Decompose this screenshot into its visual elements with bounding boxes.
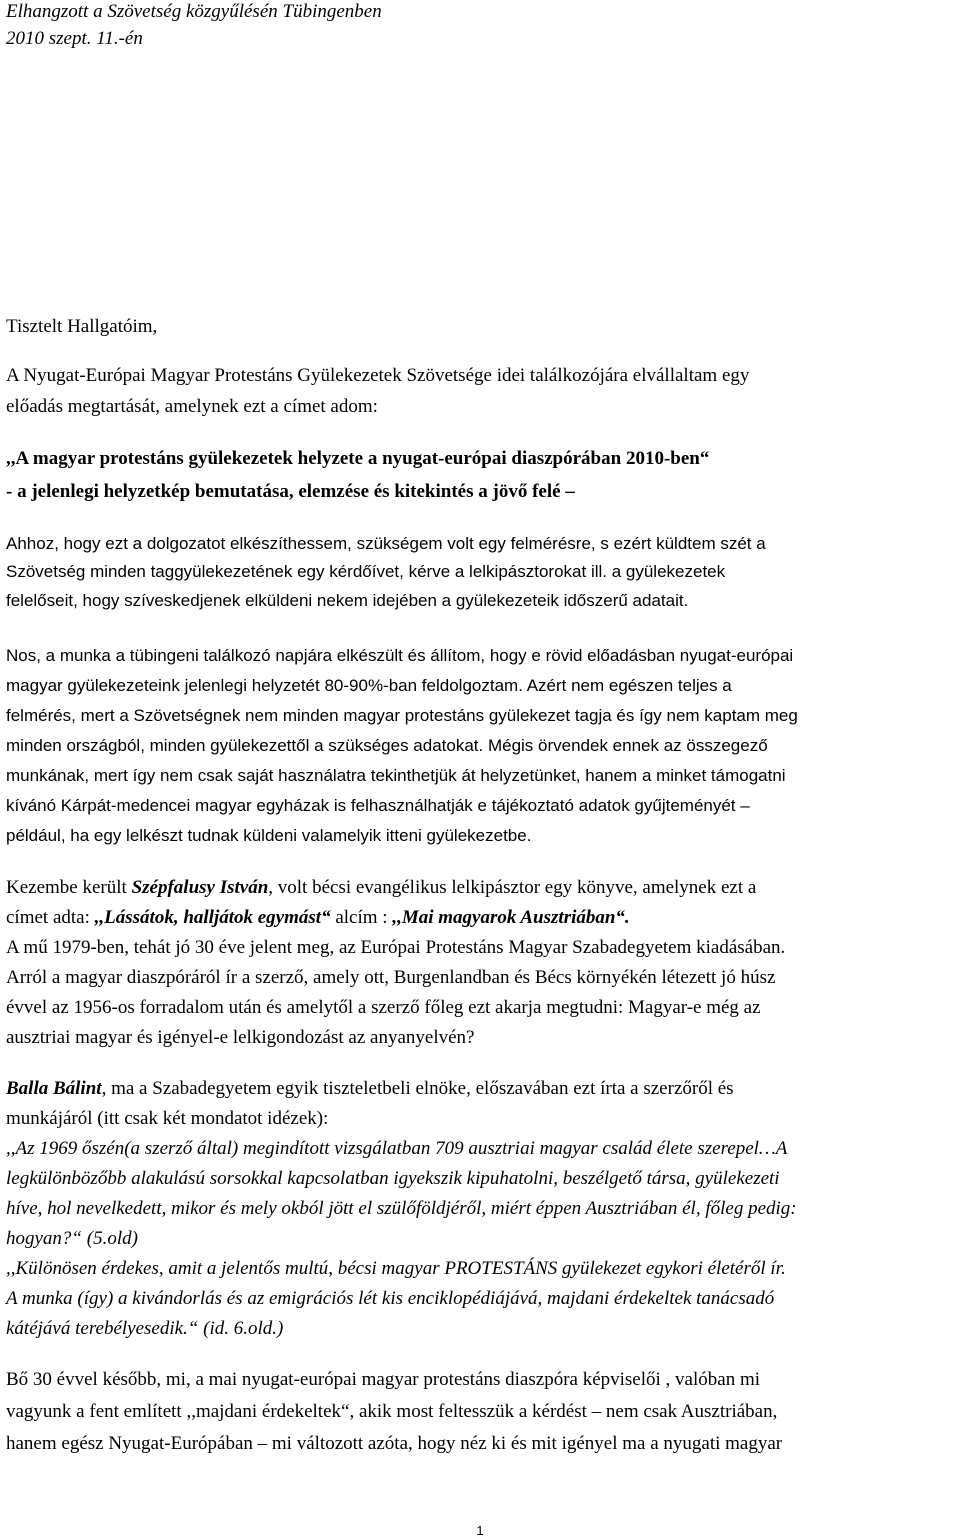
- quote-line-6: A munka (így) a kivándorlás és az emigrációs lét kis enciklopédiájává, majdani érdekeltek tanácsadó: [6, 1288, 775, 1309]
- para3-line-4: Arról a magyar diaszpóráról ír a szerző, amely ott, Burgenlandban és Bécs környékén létezett jó húsz: [6, 967, 776, 988]
- header-line-2: 2010 szept. 11.-én: [6, 28, 143, 49]
- para3-line-3: A mű 1979-ben, tehát jó 30 éve jelent meg, az Európai Protestáns Magyar Szabadegyetem kiadásában.: [6, 937, 786, 958]
- para3-text: Kezembe került: [6, 877, 132, 898]
- quote-line-3: híve, hol nevelkedett, mikor és mely okból jött el szülőföldjéről, miért éppen Ausztriában él, főleg pedig:: [6, 1198, 797, 1219]
- page-number: 1: [476, 1523, 484, 1538]
- quote-line-5: ,,Különösen érdekes, amit a jelentős multú, bécsi magyar PROTESTÁNS gyülekezet egykori életéről ír.: [6, 1258, 786, 1279]
- para5-line-1: Bő 30 évvel később, mi, a mai nyugat-európai magyar protestáns diaszpóra képviselői , valóban mi: [6, 1369, 760, 1390]
- para5-line-3: hanem egész Nyugat-Európában – mi változott azóta, hogy néz ki és mit igényel ma a nyugati magyar: [6, 1433, 783, 1454]
- author-name: Szépfalusy István: [131, 877, 269, 898]
- para3-line-6: ausztriai magyar és igényel-e lelkigondozást az anyanyelvén?: [6, 1027, 475, 1048]
- para1-line-3: felelőseit, hogy szíveskedjenek elküldeni nekem idejében a gyülekezeteik időszerű adatait.: [6, 591, 689, 610]
- book-subtitle: ,,Mai magyarok Ausztriában“.: [392, 907, 630, 928]
- para2-line-7: például, ha egy lelkészt tudnak küldeni valamelyik itteni gyülekezetbe.: [6, 826, 532, 845]
- quote-line-2: legkülönbözőbb alakulású sorsokkal kapcsolatban igyekszik kipuhatolni, beszélgető társa, gyülekezeti: [6, 1168, 780, 1189]
- para4-line-1: [6, 1079, 734, 1098]
- para1-line-1: Ahhoz, hogy ezt a dolgozatot elkészíthessem, szükségem volt egy felmérésre, s ezért küldtem szét a: [6, 534, 766, 553]
- para2-line-5: munkának, mert így nem csak saját használatra tekinthetjük át helyzetünket, hanem a minket támogatni: [6, 766, 786, 785]
- header-line-1: Elhangzott a Szövetség közgyűlésén Tübingenben: [6, 1, 382, 22]
- quote-line-1: ,,Az 1969 őszén(a szerző által) megindított vizsgálatban 709 ausztriai magyar család élete szerepel…A: [6, 1138, 788, 1159]
- para2-line-6: kívánó Kárpát-medencei magyar egyházak is felhasználhatják e tájékoztató adatok gyűjteményét –: [6, 796, 750, 815]
- para3-line-2: [6, 908, 630, 927]
- para2-line-4: minden országból, minden gyülekezettől a szükséges adatokat. Mégis örvendek ennek az összegező: [6, 736, 768, 755]
- salutation: Tisztelt Hallgatóim,: [6, 316, 158, 337]
- intro-line-1: A Nyugat-Európai Magyar Protestáns Gyülekezetek Szövetsége idei találkozójára elvállaltam egy: [6, 365, 750, 386]
- para4-line-2: munkájáról (itt csak két mondatot idézek):: [6, 1108, 329, 1129]
- para2-line-3: felmérés, mert a Szövetségnek nem minden magyar protestáns gyülekezet tagja és így nem kaptam meg: [6, 706, 798, 725]
- preface-author: Balla Bálint: [6, 1078, 102, 1099]
- talk-title-line-2: - a jelenlegi helyzetkép bemutatása, elemzése és kitekintés a jövő felé –: [6, 481, 575, 502]
- para2-line-2: magyar gyülekezeteink jelenlegi helyzetét 80-90%-ban feldolgoztam. Azért nem egészen teljes a: [6, 676, 732, 695]
- para1-line-2: Szövetség minden taggyülekezetének egy kérdőívet, kérve a lelkipásztorokat ill. a gyülekezetek: [6, 562, 726, 581]
- para3-line-5: évvel az 1956-os forradalom után és amelytől a szerző főleg ezt akarja megtudni: Magyar-e még az: [6, 997, 761, 1018]
- para3-text: alcím :: [330, 907, 393, 928]
- para3-text: címet adta:: [6, 907, 95, 928]
- para5-line-2: vagyunk a fent említett ,,majdani érdekeltek“, akik most feltesszük a kérdést – nem csak Ausztriában,: [6, 1401, 778, 1422]
- talk-title-line-1: ,,A magyar protestáns gyülekezetek helyzete a nyugat-európai diaszpórában 2010-ben“: [6, 448, 710, 469]
- para3-text: , volt bécsi evangélikus lelkipásztor egy könyve, amelynek ezt a: [268, 877, 757, 898]
- para4-text: , ma a Szabadegyetem egyik tiszteletbeli elnöke, előszavában ezt írta a szerzőről és: [101, 1078, 734, 1099]
- quote-line-7: kátéjává terebélyesedik.“ (id. 6.old.): [6, 1318, 284, 1339]
- para2-line-1: Nos, a munka a tübingeni találkozó napjára elkészült és állítom, hogy e rövid előadásban nyugat-európai: [6, 646, 794, 665]
- book-title: ,,Lássátok, halljátok egymást“: [94, 907, 331, 928]
- quote-line-4: hogyan?“ (5.old): [6, 1228, 138, 1249]
- intro-line-2: előadás megtartását, amelynek ezt a címet adom:: [6, 396, 378, 417]
- para3-line-1: [6, 878, 756, 897]
